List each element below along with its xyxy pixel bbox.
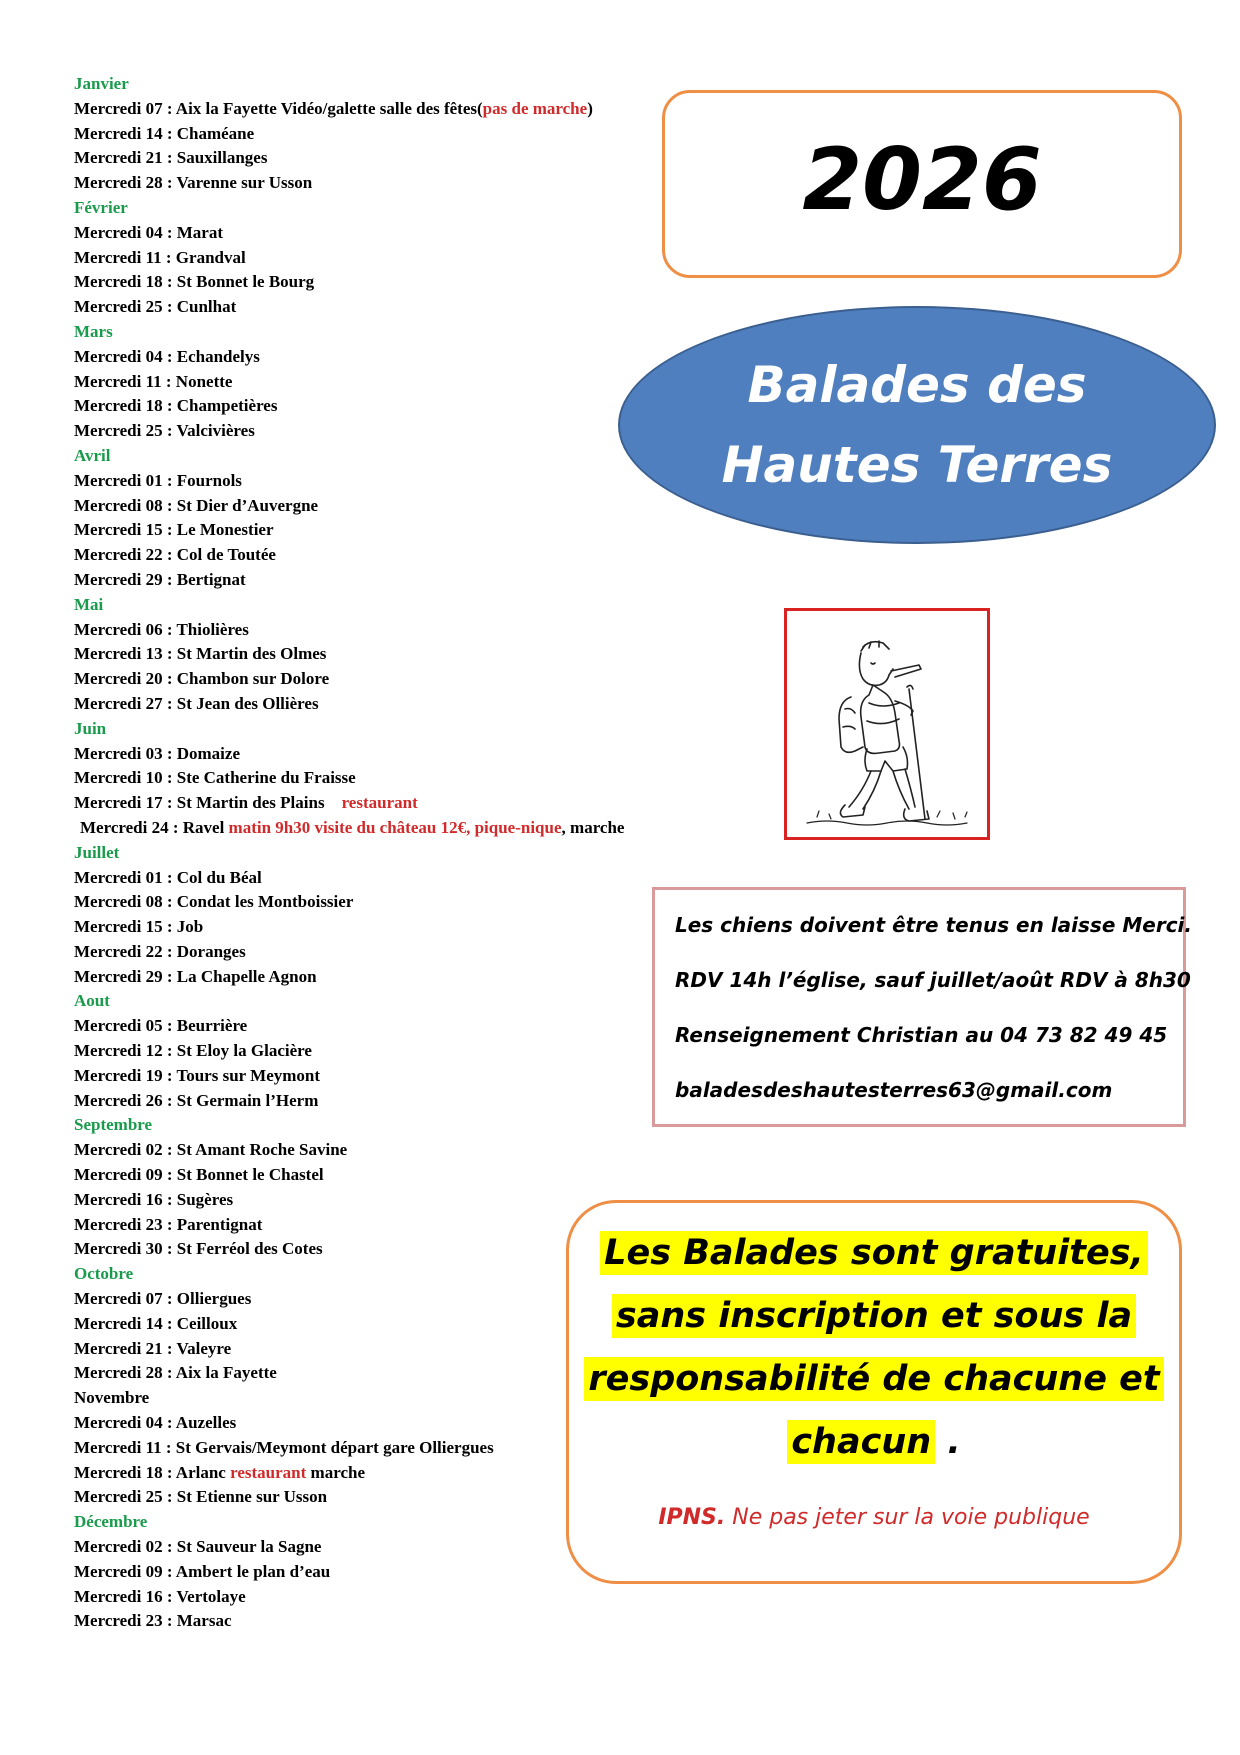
entry-note: pas de marche <box>482 98 588 118</box>
schedule-entry <box>74 667 714 692</box>
entry-text: Mercredi 22 : Doranges <box>74 941 246 961</box>
title-line-2: Hautes Terres <box>721 436 1113 494</box>
year-box <box>662 90 1182 278</box>
ipns-line <box>569 1505 1179 1530</box>
month-heading: Aout <box>74 991 110 1011</box>
entry-text: Mercredi 02 : St Sauveur la Sagne <box>74 1537 322 1557</box>
entry-text: ) <box>587 98 593 118</box>
entry-text: Mercredi 18 : Champetières <box>74 396 278 416</box>
month-heading: Avril <box>74 445 111 465</box>
schedule-entry <box>74 1014 714 1039</box>
schedule-entry <box>74 1138 714 1163</box>
entry-text: Mercredi 05 : Beurrière <box>74 1016 248 1036</box>
title-line-1: Balades des <box>747 356 1087 414</box>
entry-text: Mercredi 24 : Ravel <box>80 817 229 837</box>
schedule-entry <box>74 1163 714 1188</box>
entry-text: Mercredi 25 : Cunlhat <box>74 297 237 317</box>
entry-text: marche <box>306 1462 365 1482</box>
entry-text: Mercredi 28 : Varenne sur Usson <box>74 173 313 193</box>
entry-text: Mercredi 11 : Grandval <box>74 247 246 267</box>
entry-text: Mercredi 13 : St Martin des Olmes <box>74 644 327 664</box>
entry-text: Mercredi 25 : Valcivières <box>74 421 255 441</box>
entry-text: Mercredi 21 : Sauxillanges <box>74 148 268 168</box>
schedule-entry <box>74 816 714 841</box>
schedule-entry <box>74 469 714 494</box>
entry-text: Mercredi 10 : Ste Catherine du Fraisse <box>74 768 356 788</box>
entry-text: Mercredi 08 : St Dier d’Auvergne <box>74 495 319 515</box>
schedule-entry <box>74 1585 714 1610</box>
schedule-entry <box>74 1064 714 1089</box>
month-heading: Novembre <box>74 1388 150 1408</box>
entry-text: Mercredi 30 : St Ferréol des Cotes <box>74 1239 323 1259</box>
entry-text: Mercredi 15 : Job <box>74 917 204 937</box>
notice-line-3: responsabilité de chacune et <box>584 1357 1163 1401</box>
entry-text: Mercredi 23 : Marsac <box>74 1611 232 1631</box>
schedule-entry <box>74 270 714 295</box>
entry-text: Mercredi 29 : La Chapelle Agnon <box>74 966 317 986</box>
schedule-entry <box>74 122 714 147</box>
entry-text: Mercredi 19 : Tours sur Meymont <box>74 1065 321 1085</box>
month-heading: Février <box>74 197 128 217</box>
entry-text: Mercredi 04 : Echandelys <box>74 346 260 366</box>
month-heading: Septembre <box>74 1115 153 1135</box>
schedule-entry <box>74 890 714 915</box>
entry-text: Mercredi 15 : Le Monestier <box>74 520 274 540</box>
schedule-entry <box>74 246 714 271</box>
year-title: 2026 <box>802 130 1042 230</box>
notice-line-1: Les Balades sont gratuites, <box>600 1231 1148 1275</box>
entry-text: Mercredi 23 : Parentignat <box>74 1214 263 1234</box>
entry-text: Mercredi 02 : St Amant Roche Savine <box>74 1140 348 1160</box>
title-ellipse <box>618 306 1216 544</box>
entry-text: Mercredi 29 : Bertignat <box>74 569 246 589</box>
notice-line-2: sans inscription et sous la <box>612 1294 1136 1338</box>
entry-note: matin 9h30 visite du château 12€, pique-nique <box>228 817 562 837</box>
schedule-entry <box>74 171 714 196</box>
entry-text: Mercredi 11 : St Gervais/Meymont départ gare Olliergues <box>74 1437 494 1457</box>
entry-text: Mercredi 26 : St Germain l’Herm <box>74 1090 319 1110</box>
month-heading: Mars <box>74 321 113 341</box>
hiker-image-frame <box>784 608 990 840</box>
entry-text: Mercredi 06 : Thiolières <box>74 619 249 639</box>
schedule-entry <box>74 766 714 791</box>
month-heading: Janvier <box>74 74 129 93</box>
month-heading: Juin <box>74 718 107 738</box>
schedule-entry <box>74 146 714 171</box>
month-heading: Octobre <box>74 1264 134 1284</box>
entry-text: Mercredi 14 : Chaméane <box>74 123 255 143</box>
entry-note: restaurant <box>230 1462 307 1482</box>
schedule-entry <box>74 295 714 320</box>
entry-text: , marche <box>561 817 625 837</box>
schedule-entry <box>74 866 714 891</box>
entry-text: Mercredi 21 : Valeyre <box>74 1338 232 1358</box>
month-heading: Mai <box>74 594 104 614</box>
entry-text: Mercredi 27 : St Jean des Ollières <box>74 693 319 713</box>
schedule-entry <box>74 1089 714 1114</box>
info-contact: Renseignement Christian au 04 73 82 49 45 <box>675 1023 1168 1047</box>
entry-text: Mercredi 22 : Col de Toutée <box>74 545 276 565</box>
notice-box <box>566 1200 1182 1584</box>
entry-text: Mercredi 16 : Vertolaye <box>74 1586 246 1606</box>
schedule-entry <box>74 543 714 568</box>
schedule-entry <box>74 940 714 965</box>
entry-text: Mercredi 17 : St Martin des Plains <box>74 793 342 813</box>
info-rdv: RDV 14h l’église, sauf juillet/août RDV à 8h30 <box>675 968 1191 992</box>
entry-text: Mercredi 07 : Olliergues <box>74 1289 252 1309</box>
entry-text: Mercredi 09 : St Bonnet le Chastel <box>74 1165 324 1185</box>
entry-text: Mercredi 01 : Col du Béal <box>74 867 262 887</box>
schedule-entry <box>74 370 714 395</box>
schedule-entry <box>74 1039 714 1064</box>
entry-text: Mercredi 12 : St Eloy la Glacière <box>74 1041 312 1061</box>
info-box <box>652 887 1193 1127</box>
entry-note: restaurant <box>341 793 418 813</box>
entry-text: Mercredi 03 : Domaize <box>74 743 240 763</box>
schedule-entry <box>74 494 714 519</box>
entry-text: Mercredi 08 : Condat les Montboissier <box>74 892 354 912</box>
entry-text: Mercredi 18 : Arlanc <box>74 1462 231 1482</box>
schedule-entry <box>74 915 714 940</box>
schedule-entry <box>74 965 714 990</box>
schedule-entry <box>74 518 714 543</box>
entry-text: Mercredi 28 : Aix la Fayette <box>74 1363 277 1383</box>
hiker-icon <box>787 611 987 837</box>
schedule-entry <box>74 1609 714 1634</box>
entry-text: Mercredi 18 : St Bonnet le Bourg <box>74 272 315 292</box>
entry-text: Mercredi 01 : Fournols <box>74 470 242 490</box>
schedule-entry <box>74 568 714 593</box>
ipns-label: IPNS. <box>658 1505 726 1530</box>
entry-text: Mercredi 25 : St Etienne sur Usson <box>74 1487 328 1507</box>
notice-line-4-suffix: . <box>935 1422 961 1462</box>
entry-text: Mercredi 20 : Chambon sur Dolore <box>74 669 330 689</box>
schedule-entry <box>74 642 714 667</box>
schedule-entry <box>74 692 714 717</box>
info-email: baladesdeshautesterres63@gmail.com <box>675 1078 1113 1102</box>
month-heading: Juillet <box>74 842 120 862</box>
schedule-entry <box>74 97 714 122</box>
schedule-entry <box>74 742 714 767</box>
entry-text: Mercredi 14 : Ceilloux <box>74 1313 238 1333</box>
entry-text: Mercredi 04 : Auzelles <box>74 1413 237 1433</box>
entry-text: Mercredi 16 : Sugères <box>74 1189 234 1209</box>
info-dogs: Les chiens doivent être tenus en laisse Merci. <box>675 913 1193 937</box>
schedule-entry <box>74 791 714 816</box>
schedule-entry <box>74 618 714 643</box>
month-heading: Décembre <box>74 1512 148 1532</box>
entry-text: Mercredi 09 : Ambert le plan d’eau <box>74 1561 331 1581</box>
schedule-entry <box>74 345 714 370</box>
entry-text: Mercredi 07 : Aix la Fayette Vidéo/galette salle des fêtes( <box>74 98 483 118</box>
entry-text: Mercredi 04 : Marat <box>74 222 223 242</box>
schedule-entry <box>74 221 714 246</box>
entry-text: Mercredi 11 : Nonette <box>74 371 233 391</box>
notice-line-4: chacun <box>787 1420 935 1464</box>
ipns-text: Ne pas jeter sur la voie publique <box>725 1505 1090 1530</box>
